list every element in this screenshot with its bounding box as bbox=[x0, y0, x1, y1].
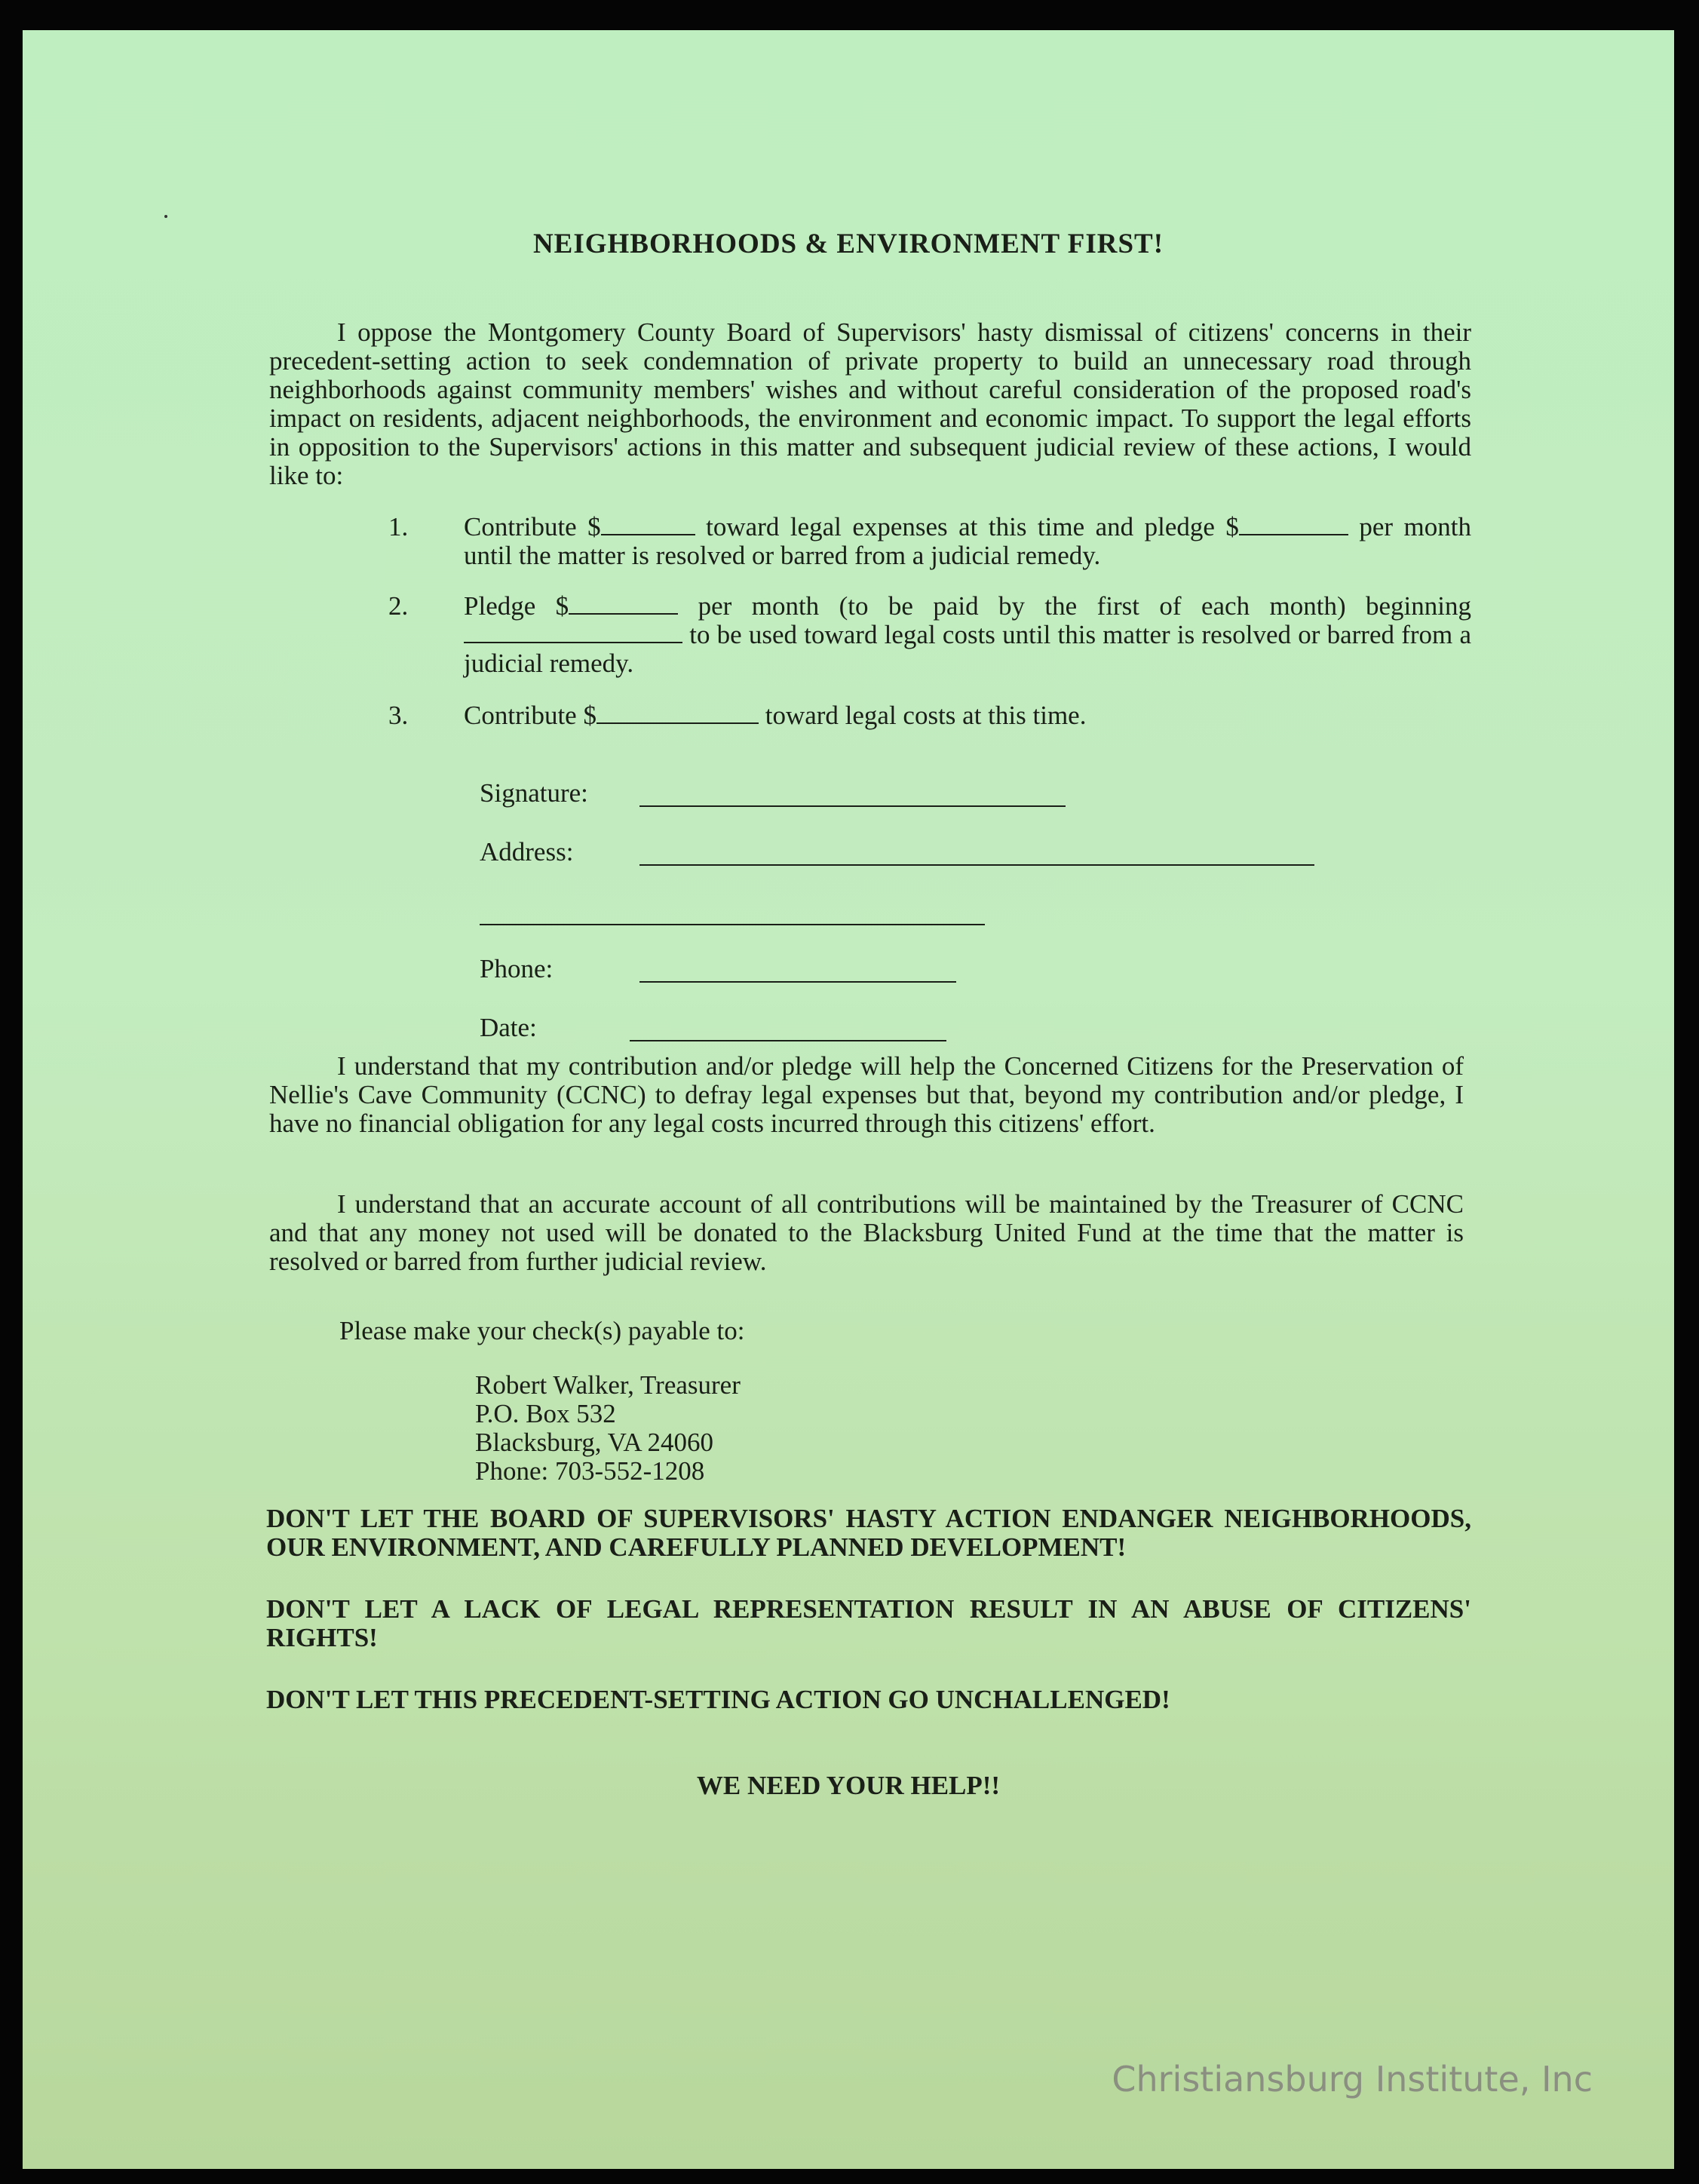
amount-blank[interactable] bbox=[601, 513, 695, 535]
address-label: Address: bbox=[480, 837, 574, 867]
option-number: 1. bbox=[388, 512, 409, 541]
phone-label: Phone: bbox=[480, 954, 554, 983]
intro-paragraph: I oppose the Montgomery County Board of Supervisors' hasty dismissal of citizens' concerns in their precedent-setting action to seek condemnation of private property to build an unnecessary road through neighborhoods against community members' wishes and without careful consideration of the proposed road's impact on residents, adjacent neighborhoods, the environment and economic impact. To support the legal efforts in opposition to the Supervisors' actions in this matter and subsequent judicial review of these actions, I would like to: bbox=[269, 317, 1471, 490]
document-title: NEIGHBORHOODS & ENVIRONMENT FIRST! bbox=[532, 229, 1164, 259]
address-line-2[interactable] bbox=[480, 924, 985, 925]
option-number: 3. bbox=[388, 701, 409, 730]
payee-po-box: P.O. Box 532 bbox=[475, 1399, 616, 1428]
appeal-3: DON'T LET THIS PRECEDENT-SETTING ACTION GO UNCHALLENGED! bbox=[266, 1685, 1170, 1714]
payee-city: Blacksburg, VA 24060 bbox=[475, 1428, 714, 1457]
document-page bbox=[23, 30, 1674, 2169]
option-text: Pledge $ per month (to be paid by the first of each month) beginning to be used toward legal costs until this matter is resolved or barred from a judicial remedy. bbox=[464, 591, 1472, 678]
date-line[interactable] bbox=[630, 1040, 946, 1041]
payable-to-line: Please make your check(s) payable to: bbox=[339, 1316, 745, 1345]
appeal-2: DON'T LET A LACK OF LEGAL REPRESENTATION RESULT IN AN ABUSE OF CITIZENS' RIGHTS! bbox=[266, 1594, 1471, 1652]
option-number: 2. bbox=[388, 591, 409, 621]
monthly-pledge-blank[interactable] bbox=[569, 592, 678, 615]
appeal-1: DON'T LET THE BOARD OF SUPERVISORS' HASTY ACTION ENDANGER NEIGHBORHOODS, OUR ENVIRONMENT, AND CAREFULLY PLANNED DEVELOPMENT! bbox=[266, 1504, 1471, 1562]
watermark-text: Christiansburg Institute, Inc bbox=[1112, 2059, 1593, 2100]
understanding-paragraph-1: I understand that my contribution and/or pledge will help the Concerned Citizens for the Preservation of Nellie's Cave Community (CCNC) to defray legal expenses but that, beyond my contribution and/or pledge, I have no financial obligation for any legal costs incurred through this citizens' effort. bbox=[269, 1051, 1464, 1138]
date-label: Date: bbox=[480, 1013, 537, 1042]
signature-line[interactable] bbox=[639, 805, 1066, 807]
option-text: Contribute $ toward legal costs at this time. bbox=[464, 701, 1087, 730]
start-date-blank[interactable] bbox=[464, 621, 682, 643]
payee-name: Robert Walker, Treasurer bbox=[475, 1370, 741, 1400]
option-text: Contribute $ toward legal expenses at this time and pledge $ per month until the matter is resolved or barred from a judicial remedy. bbox=[464, 512, 1471, 570]
address-line-1[interactable] bbox=[639, 864, 1314, 866]
understanding-paragraph-2: I understand that an accurate account of all contributions will be maintained by the Treasurer of CCNC and that any money not used will be donated to the Blacksburg United Fund at the time that the matter is resolved or barred from further judicial review. bbox=[269, 1189, 1464, 1276]
paper-speck bbox=[164, 215, 167, 218]
phone-line[interactable] bbox=[639, 981, 956, 983]
amount-blank[interactable] bbox=[596, 701, 759, 724]
closing-line: WE NEED YOUR HELP!! bbox=[696, 1771, 1001, 1800]
payee-phone: Phone: 703-552-1208 bbox=[475, 1456, 705, 1486]
payee-address-block bbox=[475, 1371, 741, 1486]
signature-label: Signature: bbox=[480, 778, 588, 808]
monthly-pledge-blank[interactable] bbox=[1239, 513, 1348, 535]
